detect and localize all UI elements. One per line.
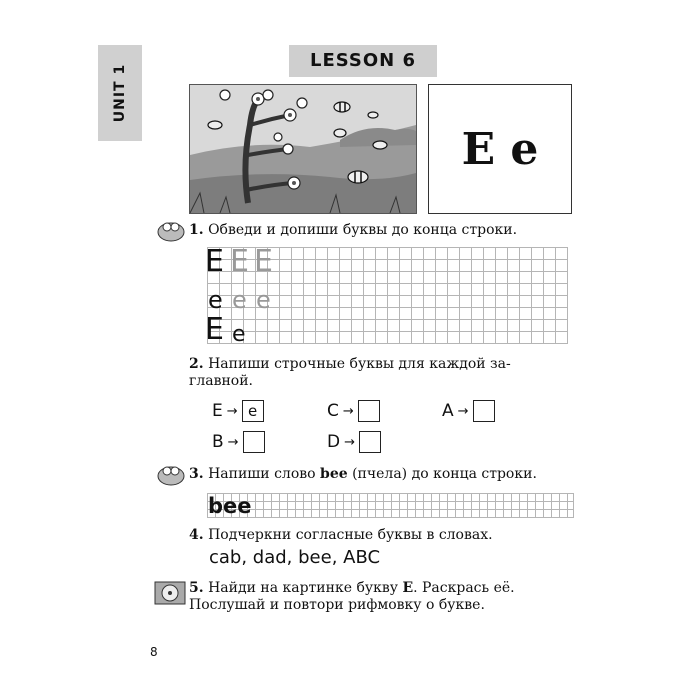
row1-trace-letter: E	[254, 244, 273, 279]
answer-box[interactable]	[243, 431, 265, 453]
task-2-text-cont: главной.	[189, 373, 253, 389]
task-3: 3. Напиши слово bee (пчела) до конца строки.	[189, 466, 537, 482]
task-1: 1. Обведи и допиши буквы до конца строки.	[189, 222, 518, 238]
unit-label: UNIT 1	[112, 63, 128, 123]
arrow-right-icon: →	[226, 403, 238, 419]
copybook-grid-3	[207, 493, 574, 518]
unit-tab	[98, 45, 142, 141]
task-5-letter: E	[402, 580, 414, 596]
row2-trace-letter: e	[256, 286, 271, 314]
task-3-word: bee	[320, 466, 348, 482]
letter-pair: C →	[327, 400, 380, 422]
task-2: 2. Напиши строчные буквы для каждой за- главной.	[189, 356, 511, 389]
task-5-text-cont: Послушай и повтори рифмовку о букве.	[189, 597, 485, 613]
answer-box[interactable]	[359, 431, 381, 453]
lesson-title: LESSON 6	[289, 45, 437, 77]
page-number: 8	[150, 645, 158, 659]
answer-box[interactable]	[358, 400, 380, 422]
row1-trace-letter: E	[230, 244, 249, 279]
row2-letter: e	[208, 286, 223, 314]
letter-pair: E → e	[212, 400, 264, 422]
task-5: 5. Найди на картинке букву E. Раскрась её. Послушай и повтори рифмовку о букве.	[189, 580, 515, 613]
letter-pair: D →	[327, 431, 381, 453]
arrow-right-icon: →	[457, 403, 469, 419]
answer-box[interactable]	[473, 400, 495, 422]
task-2-text: Напиши строчные буквы для каждой за-	[208, 356, 511, 372]
words-list: cab, dad, bee, ABC	[209, 547, 381, 568]
arrow-right-icon: →	[227, 434, 239, 450]
illustration-letter-e-flowers-bees	[189, 84, 417, 214]
answer-box[interactable]: e	[242, 400, 264, 422]
row1-letter: E	[205, 244, 224, 279]
row2-trace-letter: e	[232, 286, 247, 314]
row3-letter: e	[232, 322, 246, 347]
task-4: 4. Подчеркни согласные буквы в словах.	[189, 527, 493, 543]
task-1-text: Обведи и допиши буквы до конца строки.	[208, 222, 518, 238]
owl-mascot-icon	[155, 216, 187, 242]
row3-letter: E	[205, 312, 224, 347]
audio-disc-icon	[153, 578, 187, 606]
arrow-right-icon: →	[344, 434, 355, 450]
letter-display-box: E e	[428, 84, 572, 214]
sample-word: bee	[208, 494, 252, 518]
letter-pair: A →	[442, 400, 495, 422]
task-4-text: Подчеркни согласные буквы в словах.	[208, 527, 493, 543]
letter-pair: B →	[212, 431, 265, 453]
owl-mascot-icon	[155, 460, 187, 486]
arrow-right-icon: →	[342, 403, 354, 419]
